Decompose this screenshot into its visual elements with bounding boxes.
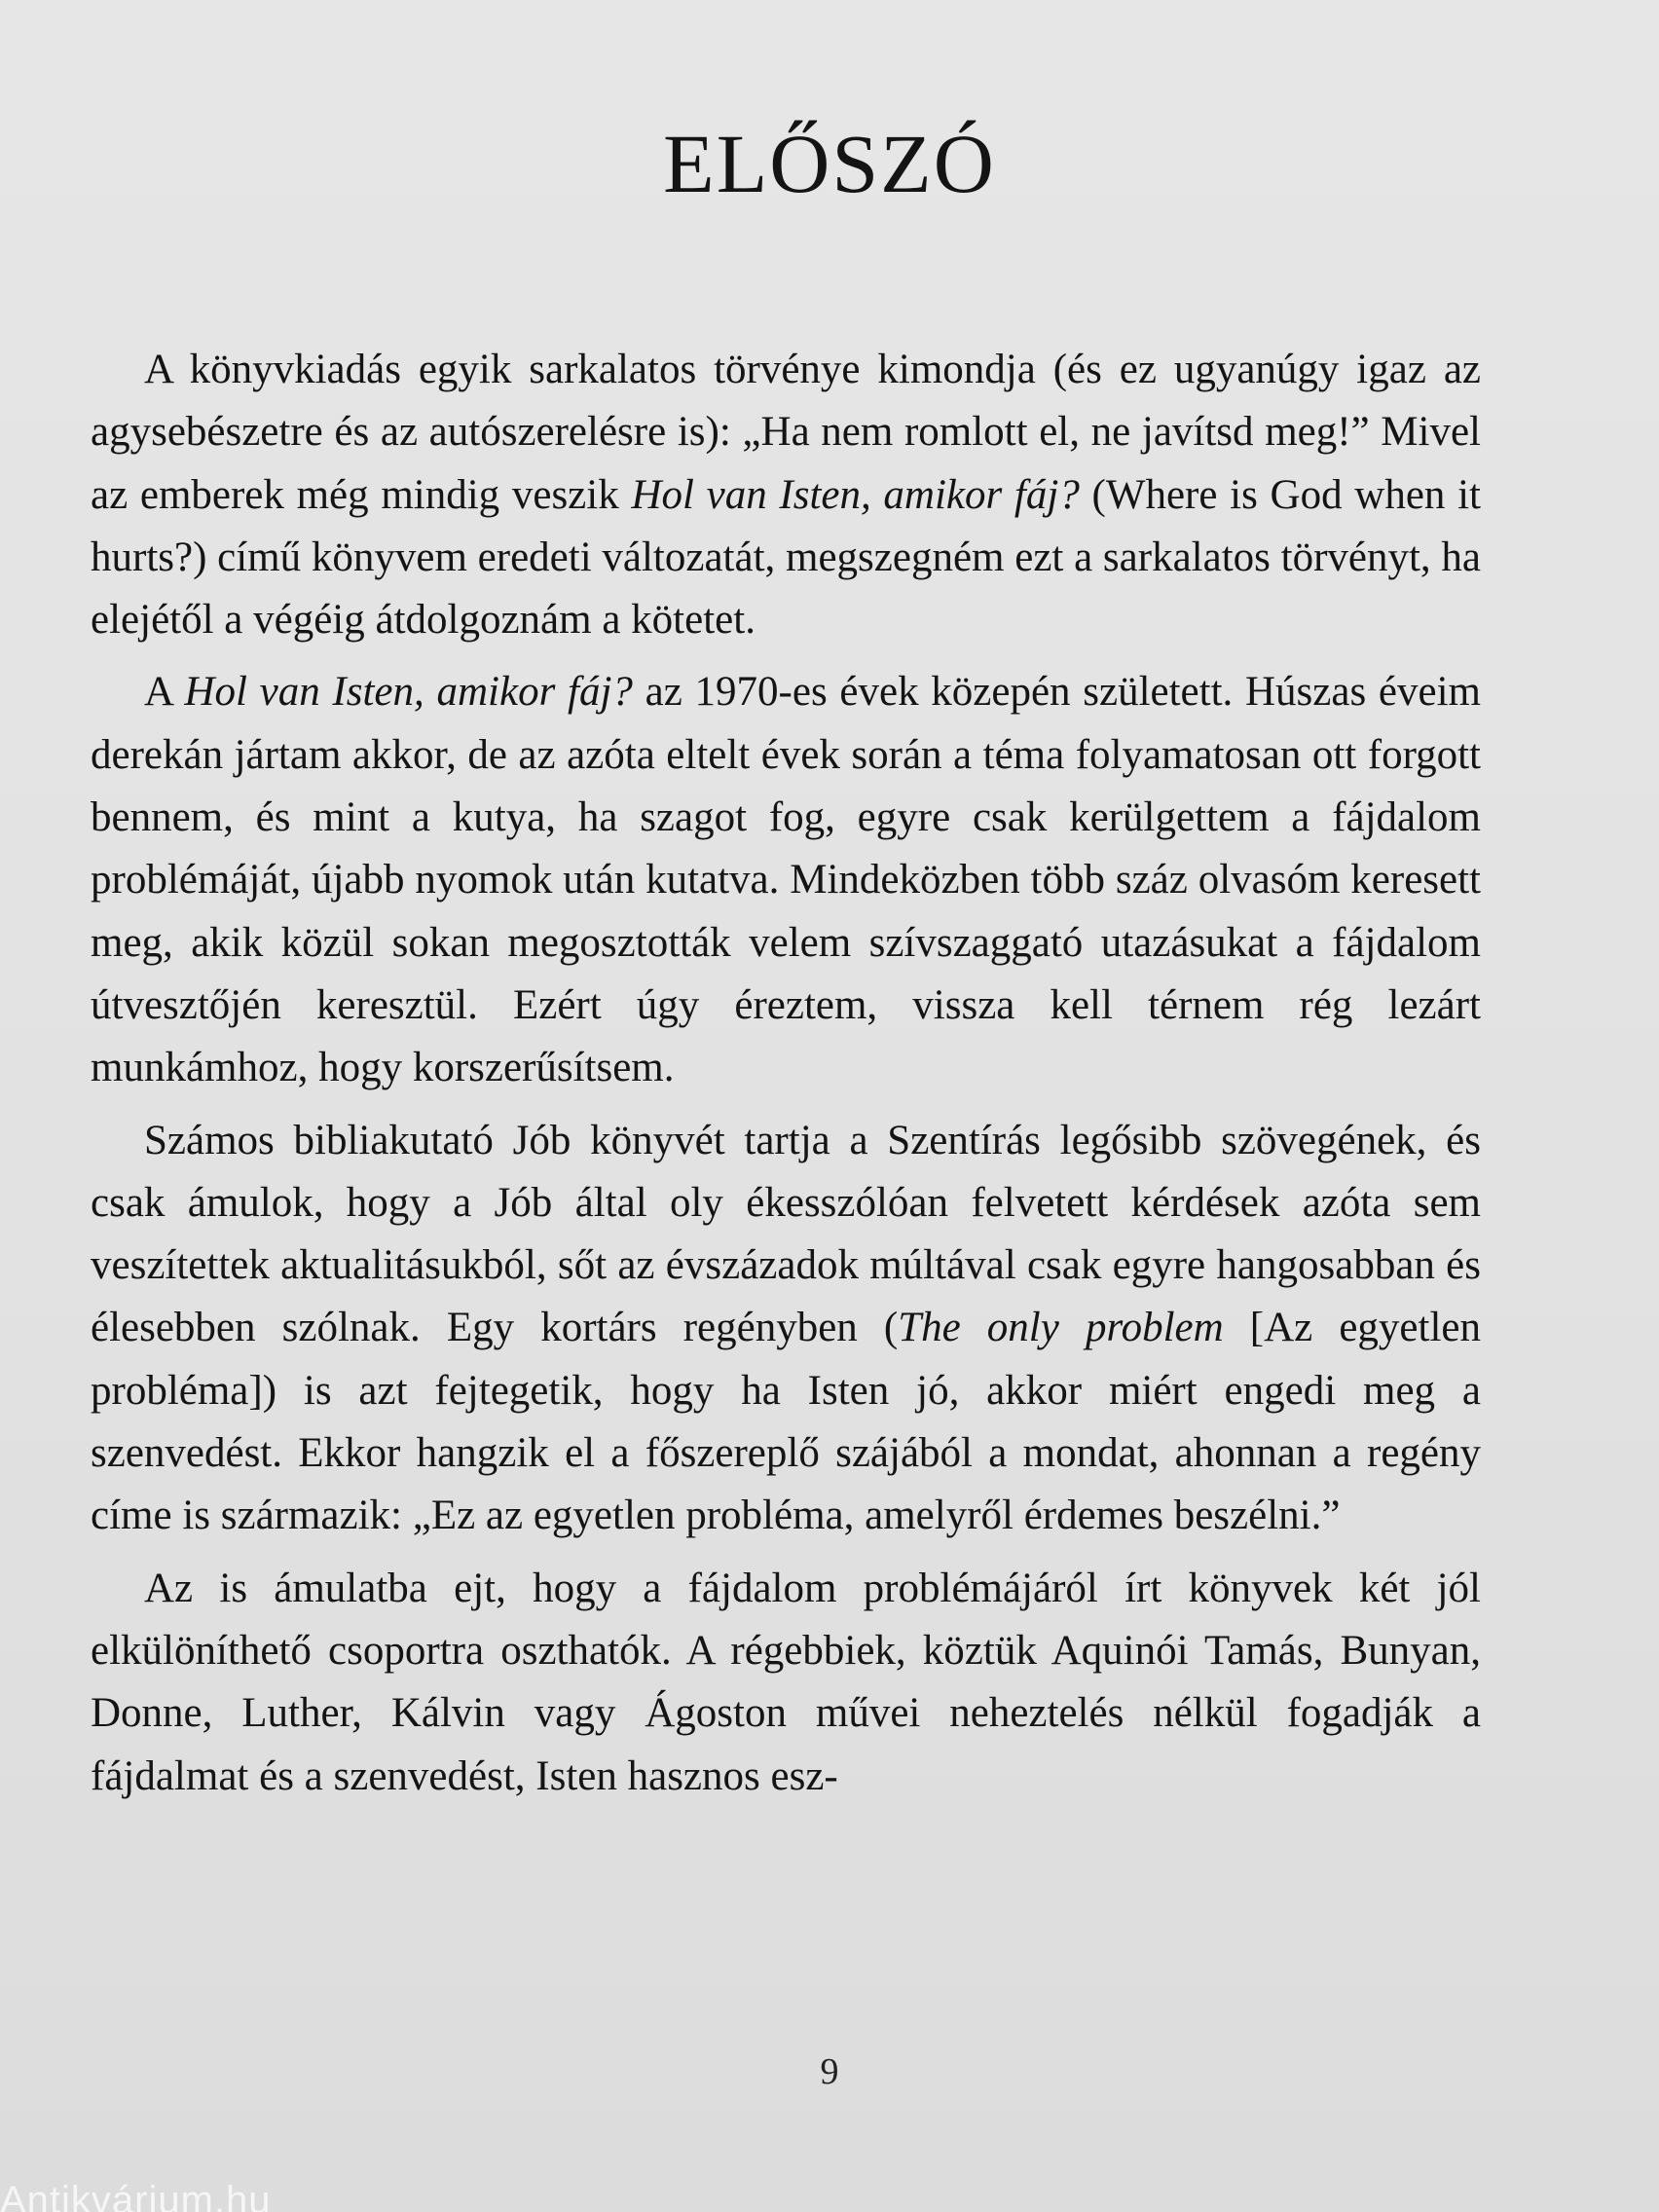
text-run: az 1970-es évek közepén született. Húszas éveim derekán jártam akkor, de az azóta eltelt évek során a téma folyamatosan ott forgott bennem, és mint a kutya, ha szagot fog, egyre csak kerülgettem a fájdalom problémáját, újabb nyomok után kutatva. Mindeközben több száz olvasóm keresett meg, akik közül sokan megosztották velem szívszaggató utazásukat a fájdalom útvesztőjén keresztül. Ezért úgy éreztem, vissza kell térnem rég lezárt munkámhoz, hogy korszerűsítsem. [91,669,1481,1091]
watermark: Antikvárium.hu [0,2179,272,2212]
italic-title: Hol van Isten, amikor fáj? [631,471,1080,518]
italic-title: Hol van Isten, amikor fáj? [184,669,633,716]
text-run: A [144,669,185,716]
paragraph [91,339,1481,651]
paragraph [91,1558,1481,1808]
page-number: 9 [820,2051,839,2092]
text-run: A könyvkiadás egyik sarkalatos törvénye kimondja (és ez ugyanúgy igaz az agysebészetre és az autószerelésre is): „Ha nem romlott el, ne javítsd meg!” Mivel az emberek még mindig veszik [91,347,1481,518]
text-run: (Where is God when it hurts?) című könyvem eredeti változatát, megszegném ezt a sarkalatos törvényt, ha elejétől a végéig átdolgoznám a kötetet. [91,471,1482,644]
chapter-title: ELŐSZÓ [663,117,996,210]
text-run: [Az egyetlen probléma]) is azt fejtegetik, hogy ha Isten jó, akkor miért engedi meg a szenvedést. Ekkor hangzik el a főszereplő szájából a mondat, ahonnan a regény címe is származik: „Ez az egyetlen probléma, amelyről érdemes beszélni.” [91,1305,1481,1539]
paragraph [91,1110,1481,1548]
italic-title: The only problem [898,1305,1224,1351]
text-run: Számos bibliakutató Jób könyvét tartja a Szentírás legősibb szövegének, és csak ámulok, hogy a Jób által oly ékesszólóan felvetett kérdések azóta sem veszítettek aktualitásukból, sőt az évszázadok múltával csak egyre hangosabban és élesebben szólnak. Egy kortárs regényben ( [91,1117,1481,1351]
paragraph [91,661,1481,1099]
body-text [91,339,1481,1818]
text-run: Az is ámulatba ejt, hogy a fájdalom problémájáról írt könyvek két jól elkülöníthető csoportra oszthatók. A régebbiek, köztük Aquinói Tamás, Bunyan, Donne, Luther, Kálvin vagy Ágoston művei neheztelés nélkül fogadják a fájdalmat és a szenvedést, Isten hasznos esz- [91,1565,1481,1799]
